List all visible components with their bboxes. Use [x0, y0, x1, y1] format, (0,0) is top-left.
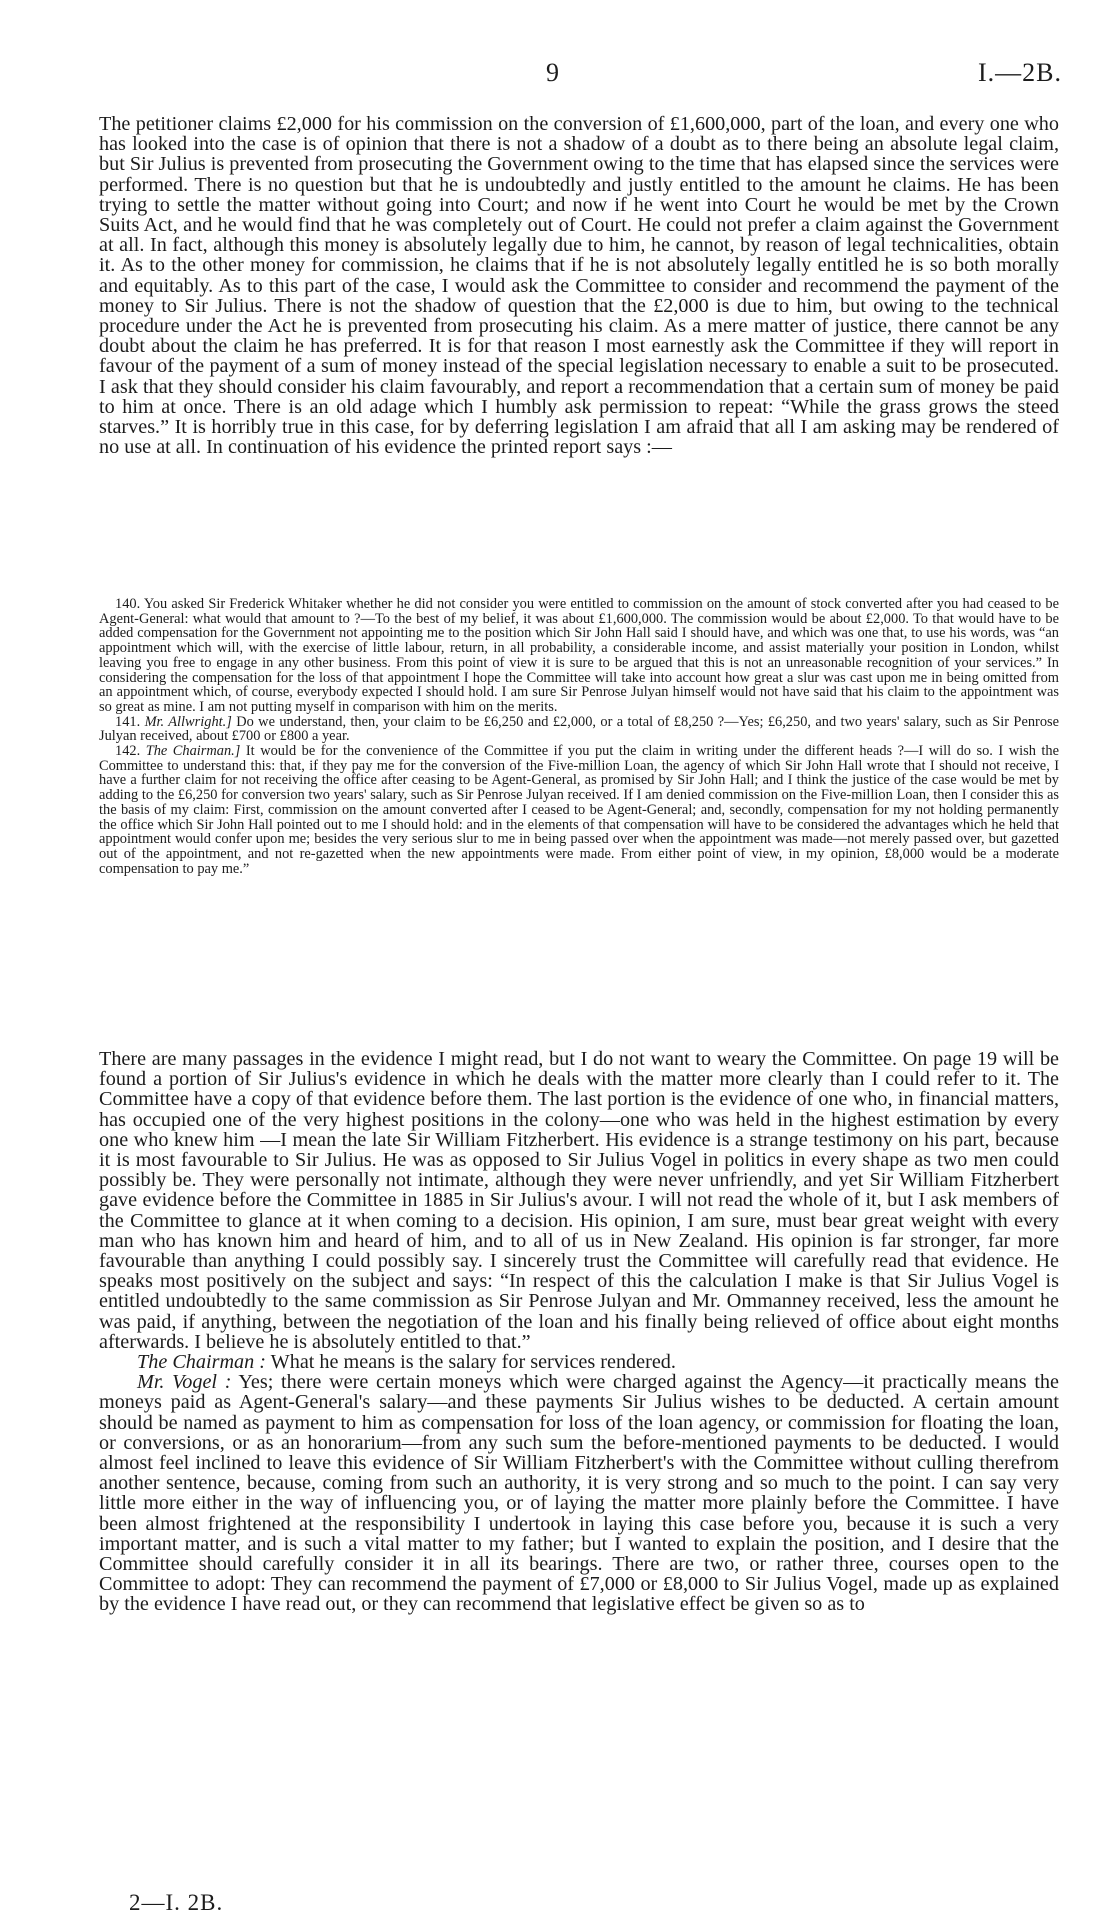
evidence-item-140	[99, 597, 1059, 715]
signature-mark: 2—I. 2B.	[129, 1890, 224, 1915]
evidence-item-142	[99, 744, 1059, 876]
document-reference: I.—2B.	[978, 58, 1062, 87]
evidence-text: 140. You asked Sir Frederick Whitaker whether he did not consider you were entitled to commission on the amount of stock converted after you had ceased to be Agent-General: what would that amount to ?—To the best of my belief, it was about £1,600,000. The commission would be about £2,000. To that would have to be added compensation for the Government not appointing me to the position which Sir John Hall said I should have, and which was one that, to use his words, was “an appointment which will, with the exercise of little labour, return, in all probability, a considerable income, and assist materially your position in London, whilst leaving you free to engage in any other business. From this point of view it is sure to be argued that this is not an unreasonable recognition of your services.” In considering the compensation for the loss of that appointment I hope the Committee will take into account how great a slur was cast upon me in being omitted from an appointment which, of course, everybody expected I should hold. I am sure Sir Penrose Julyan himself would not have said that his claim to the appointment was so great as mine. I am not putting myself in comparison with him on the merits.	[99, 596, 1059, 715]
evidence-speaker: The Chairman.]	[145, 743, 241, 760]
evidence-number: 142.	[115, 743, 141, 760]
evidence-number: 141.	[115, 713, 141, 730]
evidence-item-141	[99, 715, 1059, 744]
vogel-reply	[99, 1372, 1059, 1614]
page-header	[0, 58, 1114, 88]
evidence-speaker: Mr. Allwright.]	[144, 713, 232, 730]
intro-section	[99, 114, 1059, 457]
intro-paragraph: The petitioner claims £2,000 for his commission on the conversion of £1,600,000, part of the loan, and every one who has looked into the case is of opinion that there is not a shadow of a doubt as to there being an absolute legal claim, but Sir Julius is prevented from prosecuting the Government owing to the time that has elapsed since the services were performed. There is no question but that he is undoubtedly and justly entitled to the amount he claims. He has been trying to settle the matter without going into Court; and now if he went into Court he would be met by the Crown Suits Act, and he would find that he was completely out of Court. He could not prefer a claim against the Government at all. In fact, although this money is absolutely legally due to him, he cannot, by reason of legal technicalities, obtain it. As to the other money for commission, he claims that if he is not absolutely legally entitled he is so both morally and equitably. As to this part of the case, I would ask the Committee to consider and recommend the payment of the money to Sir Julius. There is not the shadow of question that the £2,000 is due to him, but owing to the technical procedure under the Act he is prevented from prosecuting his claim. As a mere matter of justice, there cannot be any doubt about the claim he has preferred. It is for that reason I most earnestly ask the Committee if they will report in favour of the payment of a sum of money instead of the special legislation necessary to enable a suit to be prosecuted. I ask that they should consider his claim favourably, and report a recommendation that a certain sum of money be paid to him at once. There is an old adage which I humbly ask permission to repeat: “While the grass grows the steed starves.” It is horribly true in this case, for by deferring legislation I am afraid that all I am asking may be rendered of no use at all. In continuation of his evidence the printed report says :—	[99, 113, 1059, 459]
continuation-paragraph: There are many passages in the evidence I might read, but I do not want to weary the Committee. On page 19 will be found a portion of Sir Julius's evidence in which he deals with the matter more clearly than I could refer to it. The Committee have a copy of that evidence before them. The last portion is the evidence of one who, in financial matters, has occupied one of the very highest positions in the colony—one who was held in the highest estimation by every one who knew him —I mean the late Sir William Fitzherbert. His evidence is a strange testimony on his part, because it is most favourable to Sir Julius. He was as opposed to Sir Julius Vogel in politics in every shape as two men could possibly be. They were personally not intimate, although they were never unfriendly, and yet Sir William Fitzherbert gave evidence before the Committee in 1885 in Sir Julius's avour. I will not read the whole of it, but I ask members of the Committee to glance at it when coming to a decision. His opinion, I am sure, must bear great weight with every man who has known him and heard of him, and to all of us in New Zealand. His opinion is far stronger, far more favourable than anything I could possibly say. I sincerely trust the Committee will carefully read that evidence. He speaks most positively on the subject and says: “In respect of this the calculation I make is that Sir Julius Vogel is entitled undoubtedly to the same commission as Sir Penrose Julyan and Mr. Ommanney received, less the amount he was paid, if anything, between the negotiation of the loan and his finally being relieved of office about eight months afterwards. I believe he is absolutely entitled to that.”	[99, 1048, 1059, 1353]
vogel-speaker: Mr. Vogel :	[137, 1371, 232, 1394]
evidence-text: Do we understand, then, your claim to be £6,250 and £2,000, or a total of £8,250 ?—Yes; £6,250, and two years' salary, such as Sir Penrose Julyan received, about £700 or £800 a year.	[99, 713, 1059, 745]
chairman-text: What he means is the salary for services rendered.	[270, 1351, 676, 1374]
page-number: 9	[546, 58, 559, 87]
quoted-evidence-block	[99, 597, 1059, 876]
chairman-speaker: The Chairman :	[137, 1351, 266, 1374]
continuation-section	[99, 1049, 1059, 1615]
vogel-text: Yes; there were certain moneys which were charged against the Agency—it practically means the moneys paid as Agent-General's salary—and these payments Sir Julius wishes to be deducted. A certain amount should be named as payment to him as compensation for loss of the loan agency, or commission for floating the loan, or conversions, or as an honorarium—from any such sum the before-mentioned payments to be deducted. I would almost feel inclined to leave this evidence of Sir William Fitzherbert's with the Committee without culling therefrom another sentence, because, coming from such an authority, it is very strong and so much to the point. I can say very little more either in the way of influencing you, or of laying the matter more plainly before the Committee. I have been almost frightened at the responsibility I undertook in laying this case before you, because it is such a very important matter, and is such a vital matter to my father; but I wanted to explain the position, and I desire that the Committee should carefully consider it in all its bearings. There are two, or rather three, courses open to the Committee to adopt: They can recommend the payment of £7,000 or £8,000 to Sir Julius Vogel, made up as explained by the evidence I have read out, or they can recommend that legislative effect be given so as to	[99, 1371, 1059, 1616]
chairman-remark	[99, 1352, 1059, 1372]
evidence-text: It would be for the convenience of the Committee if you put the claim in writing under the different heads ?—I will do so. I wish the Committee to understand this: that, if they pay me for the conversion of the Five-million Loan, the agency of which Sir John Hall wrote that I should not receive, I have a further claim for not receiving the office after ceasing to be Agent-General, as promised by Sir John Hall; and I think the justice of the case would be met by adding to the £6,250 for conversion two years' salary, such as Sir Penrose Julyan received. If I am denied commission on the Five-million Loan, then I consider this as the basis of my claim: First, commission on the amount converted after I ceased to be Agent-General; and, secondly, compensation for my not holding permanently the office which Sir John Hall pointed out to me I should hold: and in the elements of that compensation will have to be considered the advantages which he held that appointment would confer upon me; besides the very serious slur to me in being passed over when the appointment was made—not merely passed over, but gazetted out of the appointment, and not re-gazetted when the new appointments were made. From either point of view, in my opinion, £8,000 would be a moderate compensation to pay me.”	[99, 743, 1059, 877]
